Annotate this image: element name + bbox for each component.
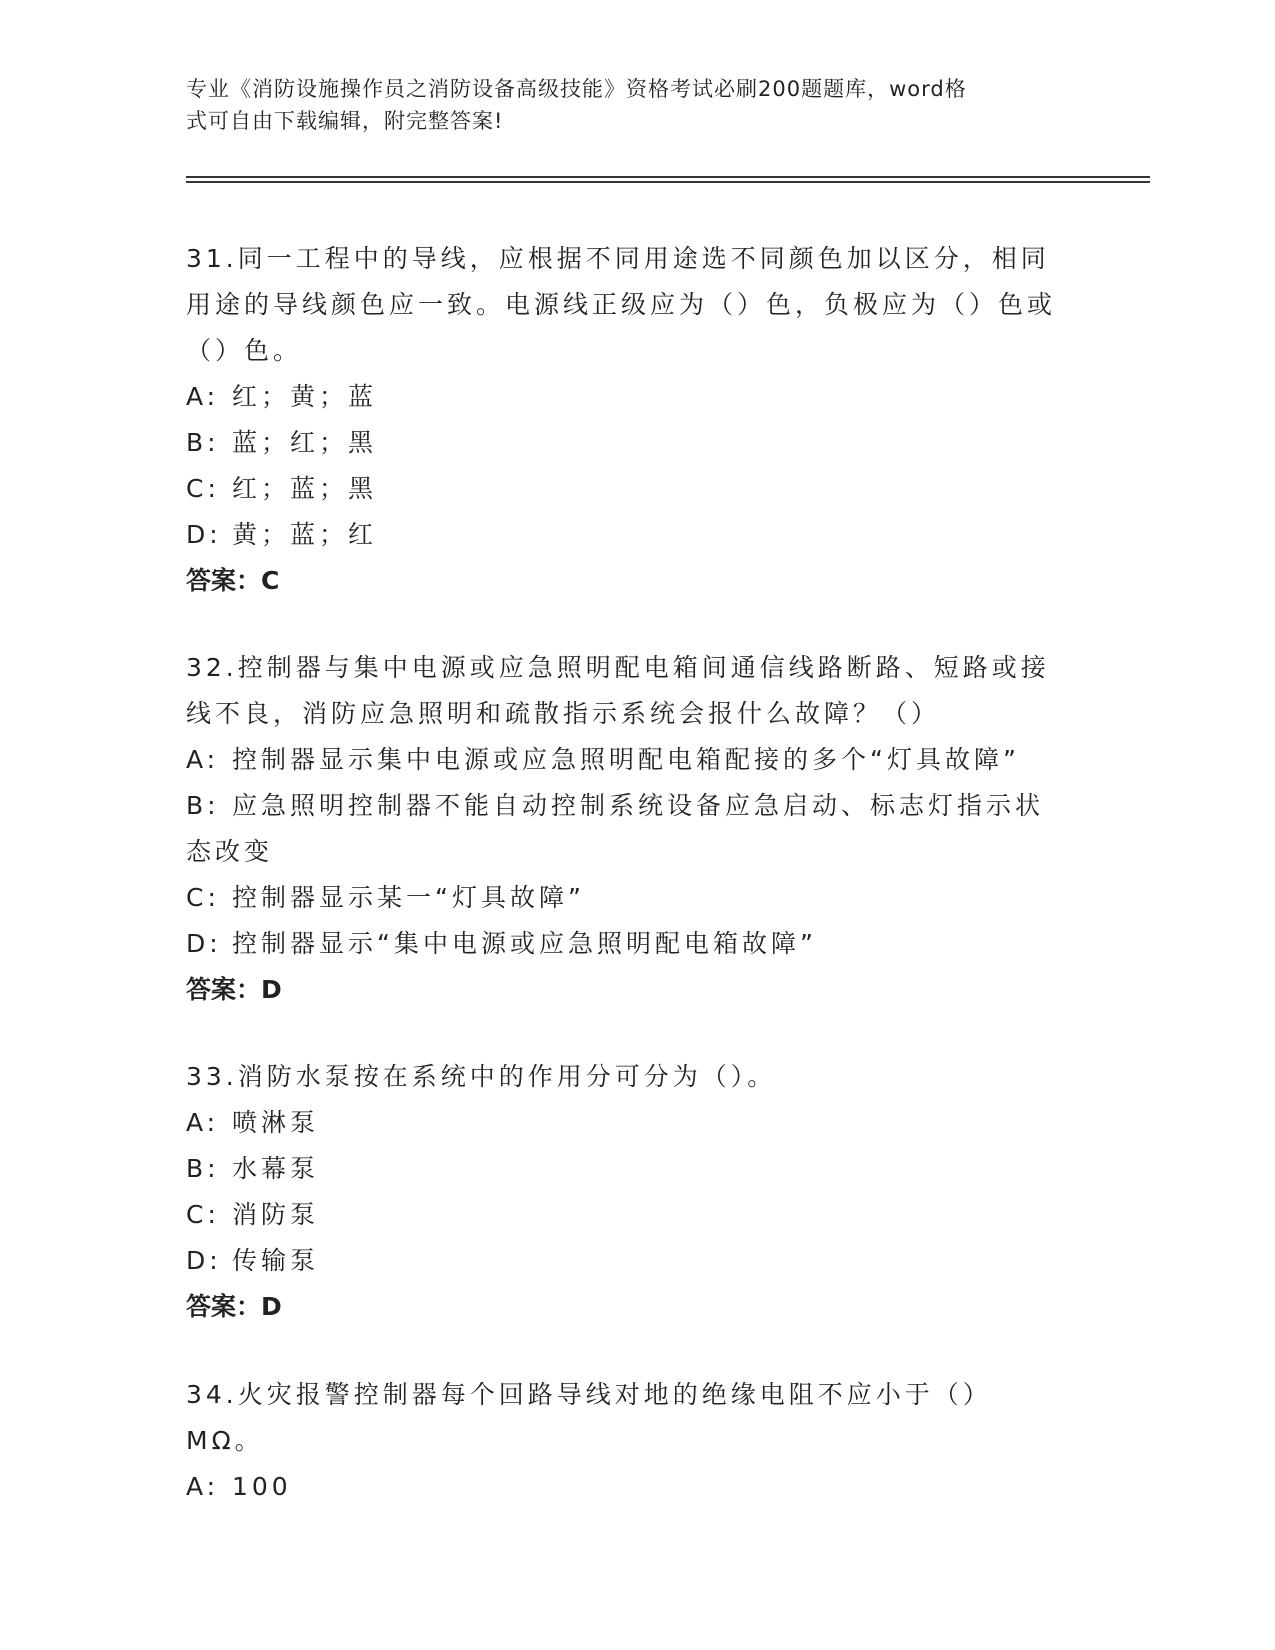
option-text: 控制器显示某一“灯具故障” bbox=[232, 883, 585, 912]
document-header bbox=[186, 73, 1066, 137]
answer-label: 答案：C bbox=[186, 566, 280, 595]
question-34 bbox=[186, 1372, 1066, 1510]
option-c bbox=[186, 1192, 1066, 1238]
option-text: 水幕泵 bbox=[232, 1154, 320, 1183]
option-d bbox=[186, 512, 1066, 558]
question-33 bbox=[186, 1054, 1066, 1330]
option-letter: D: bbox=[186, 520, 222, 549]
option-b bbox=[186, 1146, 1066, 1192]
option-letter: B: bbox=[186, 428, 220, 457]
option-letter: D: bbox=[186, 929, 222, 958]
option-d bbox=[186, 921, 1066, 967]
option-text: 传输泵 bbox=[232, 1246, 320, 1275]
option-text: 蓝；红；黑 bbox=[232, 428, 378, 457]
answer-label: 答案：D bbox=[186, 1292, 282, 1321]
question-stem: 34.火灾报警控制器每个回路导线对地的绝缘电阻不应小于（）MΩ。 bbox=[186, 1380, 992, 1455]
option-text: 喷淋泵 bbox=[232, 1108, 320, 1137]
question-stem: 33.消防水泵按在系统中的作用分可分为（）。 bbox=[186, 1062, 777, 1091]
option-text: 消防泵 bbox=[232, 1200, 320, 1229]
option-letter: C: bbox=[186, 474, 220, 503]
option-letter: A: bbox=[186, 1472, 220, 1501]
option-letter: A: bbox=[186, 745, 220, 774]
option-text: 控制器显示“集中电源或应急照明配电箱故障” bbox=[232, 929, 817, 958]
option-text: 100 bbox=[232, 1472, 292, 1501]
option-b bbox=[186, 783, 1066, 875]
option-a bbox=[186, 737, 1066, 783]
option-letter: B: bbox=[186, 791, 220, 820]
header-line-1: 专业《消防设施操作员之消防设备高级技能》资格考试必刷200题题库，word格 bbox=[186, 77, 967, 101]
header-divider-top bbox=[186, 176, 1150, 178]
option-a bbox=[186, 1100, 1066, 1146]
option-text: 控制器显示集中电源或应急照明配电箱配接的多个“灯具故障” bbox=[232, 745, 1020, 774]
option-text: 红；黄；蓝 bbox=[232, 382, 378, 411]
option-text: 应急照明控制器不能自动控制系统设备应急启动、标志灯指示状态改变 bbox=[186, 791, 1045, 866]
question-stem: 32.控制器与集中电源或应急照明配电箱间通信线路断路、短路或接线不良，消防应急照明和疏散指示系统会报什么故障？（） bbox=[186, 653, 1050, 728]
option-letter: B: bbox=[186, 1154, 220, 1183]
question-31 bbox=[186, 236, 1066, 604]
option-a bbox=[186, 374, 1066, 420]
option-c bbox=[186, 875, 1066, 921]
option-text: 黄；蓝；红 bbox=[232, 520, 378, 549]
header-line-2: 式可自由下载编辑，附完整答案! bbox=[186, 109, 504, 133]
option-letter: C: bbox=[186, 883, 220, 912]
option-c bbox=[186, 466, 1066, 512]
option-letter: A: bbox=[186, 1108, 220, 1137]
option-letter: C: bbox=[186, 1200, 220, 1229]
option-letter: A: bbox=[186, 382, 220, 411]
option-a bbox=[186, 1464, 1066, 1510]
question-32 bbox=[186, 645, 1066, 1013]
option-letter: D: bbox=[186, 1246, 222, 1275]
option-b bbox=[186, 420, 1066, 466]
question-stem: 31.同一工程中的导线，应根据不同用途选不同颜色加以区分，相同用途的导线颜色应一致。电源线正级应为（）色，负极应为（）色或（）色。 bbox=[186, 244, 1057, 365]
header-divider-bottom bbox=[186, 181, 1150, 183]
answer-label: 答案：D bbox=[186, 975, 282, 1004]
option-d bbox=[186, 1238, 1066, 1284]
option-text: 红；蓝；黑 bbox=[232, 474, 378, 503]
